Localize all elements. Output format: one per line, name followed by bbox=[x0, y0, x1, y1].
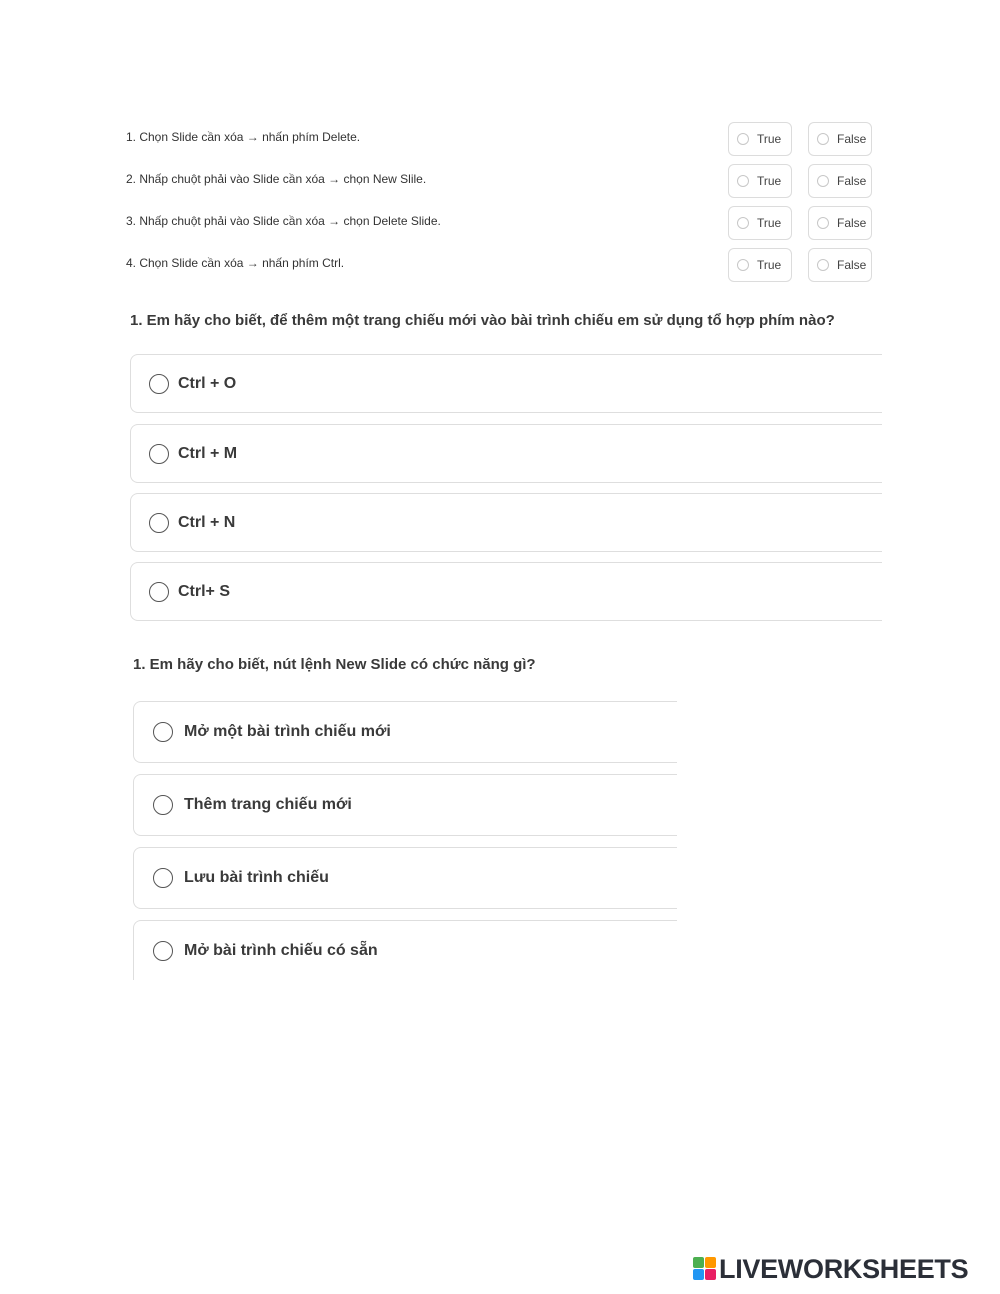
answer-label: Ctrl + O bbox=[178, 374, 237, 392]
answer-option[interactable] bbox=[130, 424, 882, 483]
radio-icon bbox=[149, 582, 169, 602]
radio-icon bbox=[737, 133, 749, 145]
radio-icon bbox=[149, 513, 169, 533]
radio-icon bbox=[737, 259, 749, 271]
logo-blocks-icon bbox=[693, 1257, 717, 1281]
answer-label: Ctrl+ S bbox=[178, 582, 231, 600]
answer-label: Ctrl + M bbox=[178, 444, 238, 462]
answer-option[interactable] bbox=[133, 920, 677, 980]
answer-label: Mở một bài trình chiếu mới bbox=[184, 723, 391, 740]
radio-icon bbox=[817, 133, 829, 145]
answer-label: Lưu bài trình chiếu bbox=[184, 869, 329, 886]
tf-statement: 2. Nhấp chuột phải vào Slide cần xóa → chọn New Slile. bbox=[126, 172, 427, 186]
answer-option[interactable] bbox=[130, 493, 882, 552]
answer-label: Ctrl + N bbox=[178, 513, 236, 531]
radio-icon bbox=[817, 175, 829, 187]
tf-row bbox=[0, 248, 1000, 284]
question-title: 1. Em hãy cho biết, nút lệnh New Slide có chức năng gì? bbox=[133, 656, 536, 673]
radio-icon bbox=[737, 217, 749, 229]
answer-label: Thêm trang chiếu mới bbox=[184, 796, 352, 813]
true-option[interactable]: True bbox=[728, 248, 792, 282]
logo-block bbox=[705, 1269, 716, 1280]
answer-label: Mở bài trình chiếu có sẵn bbox=[184, 942, 378, 959]
radio-icon bbox=[737, 175, 749, 187]
tf-row bbox=[0, 122, 1000, 158]
true-option[interactable]: True bbox=[728, 206, 792, 240]
radio-icon bbox=[817, 259, 829, 271]
answer-option[interactable] bbox=[130, 562, 882, 621]
tf-row bbox=[0, 206, 1000, 242]
answer-option[interactable] bbox=[133, 847, 677, 909]
false-option[interactable]: False bbox=[808, 122, 872, 156]
false-option[interactable]: False bbox=[808, 206, 872, 240]
radio-icon bbox=[817, 217, 829, 229]
true-option[interactable]: True bbox=[728, 122, 792, 156]
question-title: 1. Em hãy cho biết, để thêm một trang chiếu mới vào bài trình chiếu em sử dụng tổ hợp phím nào? bbox=[130, 312, 835, 329]
radio-icon bbox=[153, 795, 173, 815]
answer-option[interactable] bbox=[130, 354, 882, 413]
false-option[interactable]: False bbox=[808, 248, 872, 282]
tf-row bbox=[0, 164, 1000, 200]
radio-icon bbox=[149, 374, 169, 394]
logo-block bbox=[693, 1257, 704, 1268]
answer-option[interactable] bbox=[133, 701, 677, 763]
logo-block bbox=[705, 1257, 716, 1268]
tf-statement: 1. Chọn Slide cần xóa → nhấn phím Delete. bbox=[126, 130, 361, 144]
radio-icon bbox=[149, 444, 169, 464]
logo-block bbox=[693, 1269, 704, 1280]
radio-icon bbox=[153, 941, 173, 961]
radio-icon bbox=[153, 722, 173, 742]
radio-icon bbox=[153, 868, 173, 888]
answer-option[interactable] bbox=[133, 774, 677, 836]
false-option[interactable]: False bbox=[808, 164, 872, 198]
tf-statement: 4. Chọn Slide cần xóa → nhấn phím Ctrl. bbox=[126, 256, 345, 270]
true-option[interactable]: True bbox=[728, 164, 792, 198]
tf-statement: 3. Nhấp chuột phải vào Slide cần xóa → chọn Delete Slide. bbox=[126, 214, 441, 228]
logo-text: LIVEWORKSHEETS bbox=[719, 1254, 969, 1284]
